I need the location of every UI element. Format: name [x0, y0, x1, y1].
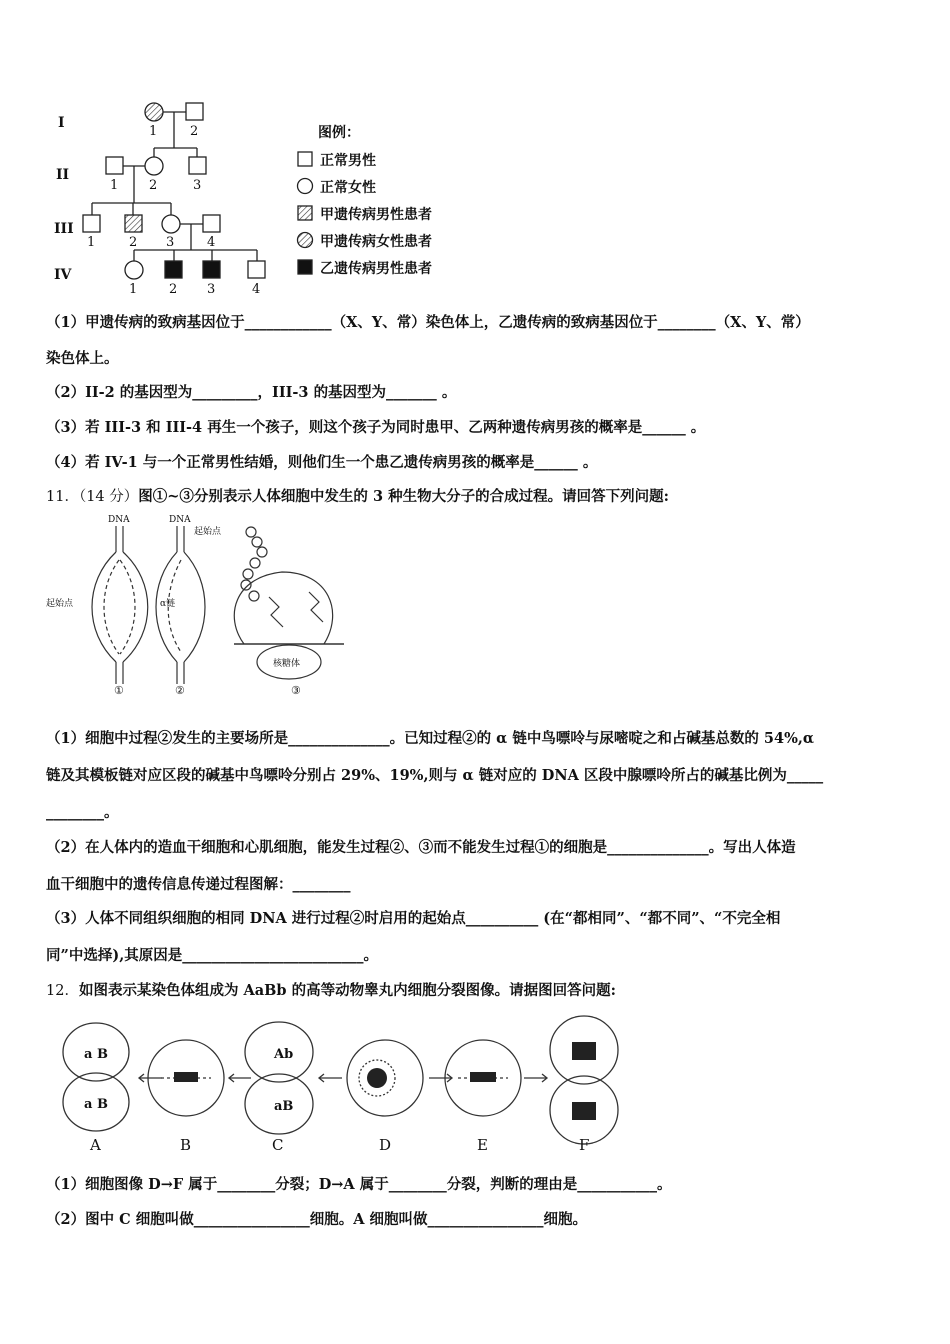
- gen3-male-4: [203, 215, 220, 232]
- cell-label: F: [579, 1136, 590, 1154]
- synthesis-figure: [44, 512, 384, 697]
- cell-f-bottom-chromosomes: [572, 1102, 596, 1120]
- q11-part1-cont2: ________。: [46, 804, 119, 821]
- id-label: 1: [87, 235, 96, 250]
- cell-b-chromosomes: [174, 1072, 198, 1082]
- q12-part1: （1）细胞图像 D→F 属于________分裂；D→A 属于________分裂，判断的理由是___________。: [46, 1176, 672, 1193]
- gen4-male-affected-b-3: [203, 261, 220, 278]
- legend-normal-female-icon: [298, 179, 313, 194]
- legend-label: 乙遗传病男性患者: [320, 261, 432, 277]
- id-label: 2: [190, 124, 199, 139]
- question-number: 12．: [46, 983, 79, 999]
- gen-label-2: II: [56, 167, 70, 183]
- cell-f-top-chromosomes: [572, 1042, 596, 1060]
- dna-label-2: DNA: [169, 515, 191, 525]
- q10-part2: （2）II-2 的基因型为_________，III-3 的基因型为_______ 。: [46, 384, 457, 401]
- cell-e-chromosomes: [470, 1072, 496, 1082]
- id-label: 1: [149, 124, 158, 139]
- q11-part1-cont: 链及其模板链对应区段的碱基中鸟嘌呤分别占 29%、19%,则与 α 链对应的 DNA 区段中腺嘌呤所占的碱基比例为_____: [46, 767, 824, 784]
- id-label: 4: [252, 282, 261, 297]
- fig-number: ①: [114, 684, 124, 697]
- gen3-male-affected-a: [125, 215, 142, 232]
- question-text: 图①~③分别表示人体细胞中发生的 3 种生物大分子的合成过程。请回答下列问题:: [138, 488, 669, 505]
- q11-part2: （2）在人体内的造血干细胞和心肌细胞，能发生过程②、③而不能发生过程①的细胞是______________。写出人体造: [46, 839, 796, 856]
- cell-division-figure: [44, 1012, 644, 1157]
- id-label: 4: [207, 235, 216, 250]
- legend-a-male-icon: [298, 206, 312, 220]
- q10-part4: （4）若 IV-1 与一个正常男性结婚，则他们生一个患乙遗传病男孩的概率是______ 。: [46, 454, 598, 471]
- q10-part1: （1）甲遗传病的致病基因位于____________（X、Y、常）染色体上，乙遗传病的致病基因位于________（X、Y、常）: [46, 314, 810, 331]
- id-label: 3: [166, 235, 175, 250]
- gen2-male-3: [189, 157, 206, 174]
- cell-label: C: [272, 1136, 284, 1154]
- cell-d-nucleus: [367, 1068, 387, 1088]
- legend-b-male-icon: [298, 260, 312, 274]
- gen3-male-1: [83, 215, 100, 232]
- id-label: 3: [207, 282, 216, 297]
- q10-part1-cont: 染色体上。: [46, 350, 119, 367]
- gene-label: a B: [84, 1047, 108, 1062]
- fig-number: ③: [291, 684, 301, 697]
- id-label: 3: [193, 178, 202, 193]
- legend-title: 图例：: [318, 125, 360, 141]
- q10-part3: （3）若 III-3 和 III-4 再生一个孩子，则这个孩子为同时患甲、乙两种遗传病男孩的概率是______ 。: [46, 419, 706, 436]
- q11-part3: （3）人体不同组织细胞的相同 DNA 进行过程②时启用的起始点__________ (在“都相同”、“都不同”、“不完全相: [46, 910, 781, 927]
- id-label: 2: [169, 282, 178, 297]
- gen4-female-1: [125, 261, 143, 279]
- gen3-female-3: [162, 215, 180, 233]
- gene-label: a B: [84, 1097, 108, 1112]
- id-label: 2: [129, 235, 138, 250]
- q12-part2: （2）图中 C 细胞叫做________________细胞。A 细胞叫做________________细胞。: [46, 1211, 588, 1228]
- id-label: 1: [110, 178, 119, 193]
- q11-heading: [46, 485, 669, 506]
- gen2-female-2: [145, 157, 163, 175]
- id-label: 2: [149, 178, 158, 193]
- legend-a-female-icon: [298, 233, 313, 248]
- question-text: 如图表示某染色体组成为 AaBb 的高等动物睾丸内细胞分裂图像。请据图回答问题:: [78, 982, 616, 999]
- gene-label: Ab: [274, 1047, 294, 1062]
- q11-part2-cont: 血干细胞中的遗传信息传递过程图解：________: [46, 876, 351, 893]
- dna-label-1: DNA: [108, 515, 130, 525]
- q11-part3-cont: 同”中选择),其原因是_________________________。: [46, 947, 378, 964]
- cell-label: D: [379, 1136, 392, 1154]
- gene-label: aB: [274, 1099, 294, 1114]
- gen-label-1: I: [58, 115, 65, 131]
- legend-label: 正常女性: [320, 180, 376, 196]
- legend-label: 甲遗传病男性患者: [320, 207, 432, 223]
- gen4-male-4: [248, 261, 265, 278]
- gen1-female-affected-a: [145, 103, 163, 121]
- gen1-male-normal: [186, 103, 203, 120]
- q12-heading: [46, 979, 616, 1000]
- legend-symbols: [296, 149, 316, 279]
- legend-label: 甲遗传病女性患者: [320, 234, 432, 250]
- id-label: 1: [129, 282, 138, 297]
- cell-label: E: [477, 1136, 488, 1154]
- ribosome-label: 核糖体: [273, 659, 301, 669]
- legend-label: 正常男性: [320, 153, 376, 169]
- cell-label: A: [90, 1136, 101, 1154]
- legend-normal-male-icon: [298, 152, 312, 166]
- fig-number: ②: [175, 684, 185, 697]
- q11-part1: （1）细胞中过程②发生的主要场所是______________。已知过程②的 α 链中鸟嘌呤与尿嘧啶之和占碱基总数的 54%,α: [46, 730, 815, 747]
- gen2-male-1: [106, 157, 123, 174]
- alpha-chain-label: α链: [160, 599, 176, 609]
- cell-label: B: [180, 1136, 192, 1154]
- question-number: 11．（14 分）: [46, 489, 139, 505]
- gen-label-4: IV: [54, 267, 72, 283]
- gen4-male-affected-b-2: [165, 261, 182, 278]
- gen-label-3: III: [54, 221, 74, 237]
- origin-label-top: 起始点: [194, 527, 222, 537]
- origin-label-left: 起始点: [46, 599, 74, 609]
